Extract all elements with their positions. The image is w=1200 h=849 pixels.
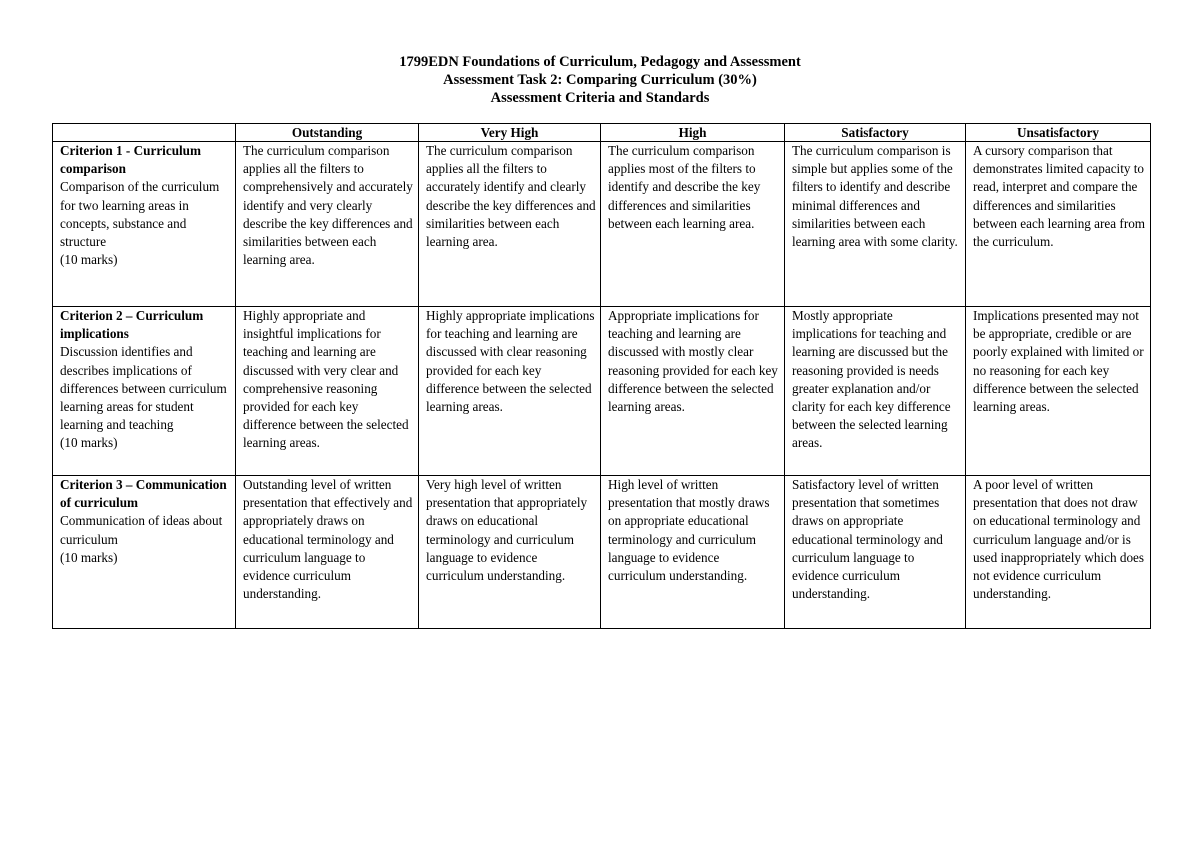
table-header-row <box>53 124 1151 142</box>
standard-cell-unsatisfactory: Implications presented may not be appropriate, credible or are poorly explained with limited or no reasoning for each key difference between the selected learning areas. <box>966 307 1151 476</box>
standard-cell-satisfactory: Satisfactory level of written presentation that sometimes draws on appropriate educational terminology and curriculum language to evidence curriculum understanding. <box>785 476 966 629</box>
criterion-cell <box>53 307 236 476</box>
standard-cell-high: High level of written presentation that mostly draws on appropriate educational terminology and curriculum language to evidence curriculum understanding. <box>601 476 785 629</box>
standard-cell-high: The curriculum comparison applies most of the filters to identify and describe the key differences and similarities between each learning area. <box>601 142 785 307</box>
standard-cell-very-high: Very high level of written presentation that appropriately draws on educational terminology and curriculum language to evidence curriculum understanding. <box>419 476 601 629</box>
criterion-description: Communication of ideas about curriculum <box>60 513 223 547</box>
standard-cell-very-high: The curriculum comparison applies all the filters to accurately identify and clearly describe the key differences and similarities between each learning area. <box>419 142 601 307</box>
column-header-unsatisfactory: Unsatisfactory <box>966 124 1151 142</box>
column-header-satisfactory: Satisfactory <box>785 124 966 142</box>
criterion-cell <box>53 142 236 307</box>
standard-cell-unsatisfactory: A cursory comparison that demonstrates limited capacity to read, interpret and compare the differences and similarities between each learning area from the curriculum. <box>966 142 1151 307</box>
criterion-marks: (10 marks) <box>60 252 118 268</box>
criterion-description: Discussion identifies and describes implications of differences between curriculum learning areas for student learning and teaching <box>60 344 227 433</box>
criterion-marks: (10 marks) <box>60 549 118 565</box>
column-header-high: High <box>601 124 785 142</box>
column-header-criterion <box>53 124 236 142</box>
standard-cell-outstanding: Highly appropriate and insightful implications for teaching and learning are discussed with very clear and comprehensive reasoning provided for each key difference between the selected learning areas. <box>236 307 419 476</box>
column-header-very-high: Very High <box>419 124 601 142</box>
section-title: Assessment Criteria and Standards <box>490 90 710 106</box>
criterion-cell <box>53 476 236 629</box>
table-row <box>53 476 1151 629</box>
assessment-rubric-table <box>52 123 1151 629</box>
standard-cell-high: Appropriate implications for teaching and learning are discussed with mostly clear reasoning provided for each key difference between the selected learning areas. <box>601 307 785 476</box>
task-title: Assessment Task 2: Comparing Curriculum (30%) <box>443 72 757 88</box>
course-title: 1799EDN Foundations of Curriculum, Pedagogy and Assessment <box>399 54 801 70</box>
table-row <box>53 142 1151 307</box>
standard-cell-satisfactory: Mostly appropriate implications for teaching and learning are discussed but the reasoning provided is needs greater explanation and/or clarity for each key difference between the selected learning areas. <box>785 307 966 476</box>
criterion-title: Criterion 2 – Curriculum implications <box>60 308 204 342</box>
table-row <box>53 307 1151 476</box>
standard-cell-outstanding: The curriculum comparison applies all the filters to comprehensively and accurately identify and very clearly describe the key differences and similarities between each learning area. <box>236 142 419 307</box>
column-header-outstanding: Outstanding <box>236 124 419 142</box>
standard-cell-satisfactory: The curriculum comparison is simple but applies some of the filters to identify and describe minimal differences and similarities between each learning area with some clarity. <box>785 142 966 307</box>
criterion-title: Criterion 1 - Curriculum comparison <box>60 143 202 177</box>
criterion-marks: (10 marks) <box>60 435 118 451</box>
standard-cell-unsatisfactory: A poor level of written presentation that does not draw on educational terminology and curriculum language and/or is used inappropriately which does not evidence curriculum understanding. <box>966 476 1151 629</box>
criterion-description: Comparison of the curriculum for two learning areas in concepts, substance and structure <box>60 179 220 250</box>
standard-cell-very-high: Highly appropriate implications for teaching and learning are discussed with clear reasoning provided for each key difference between the selected learning areas. <box>419 307 601 476</box>
document-header <box>0 53 1200 107</box>
standard-cell-outstanding: Outstanding level of written presentation that effectively and appropriately draws on educational terminology and curriculum language to evidence curriculum understanding. <box>236 476 419 629</box>
criterion-title: Criterion 3 – Communication of curriculum <box>60 477 227 511</box>
